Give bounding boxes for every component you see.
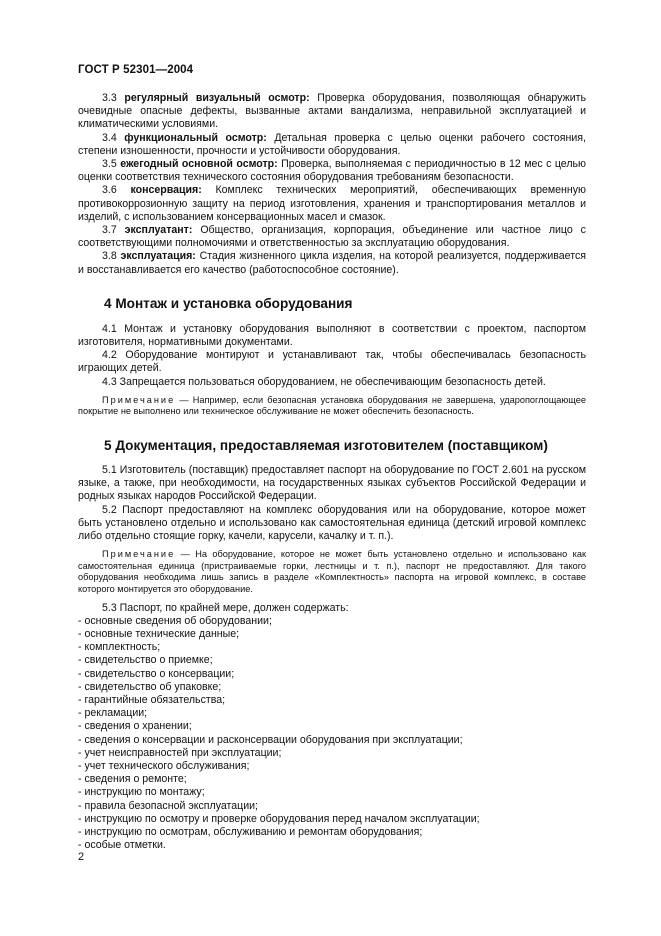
- note-section-4: [78, 395, 586, 418]
- term-number: 3.6: [102, 184, 117, 197]
- list-item: - комплектность;: [78, 641, 161, 654]
- term-definition: Комплекс технических мероприятий, обеспечивающих временную противокоррозионную защиту на период изготовления, хранения и транспортирования металлов и изделий, с использованием консервационных масел и смазок.: [78, 184, 586, 223]
- term-3-4: [78, 132, 586, 158]
- term-3-8: [78, 250, 586, 276]
- list-item: - свидетельство о консервации;: [78, 667, 235, 680]
- term-number: 3.5: [102, 158, 117, 171]
- paragraph-5-3: 5.3 Паспорт, по крайней мере, должен содержать:: [102, 601, 349, 614]
- list-item: - сведения о ремонте;: [78, 773, 187, 786]
- list-item: - сведения о хранении;: [78, 720, 192, 733]
- paragraph-4-2: 4.2 Оборудование монтируют и устанавливают так, чтобы обеспечивалась безопасность играющих детей.: [78, 349, 586, 375]
- list-item: - учет неисправностей при эксплуатации;: [78, 746, 282, 759]
- page-header: ГОСТ Р 52301—2004: [78, 64, 194, 76]
- term-number: 3.4: [102, 131, 117, 144]
- term-3-3: [78, 92, 586, 132]
- term-definition: Общество, организация, корпорация, объединение или частное лицо с соответствующими полномочиями и ответственностью за эксплуатацию оборудования.: [78, 224, 586, 250]
- term-title: функциональный осмотр:: [124, 131, 267, 144]
- term-number: 3.7: [102, 224, 117, 237]
- list-item: - сведения о консервации и расконсервации оборудования при эксплуатации;: [78, 733, 463, 746]
- term-definition: Проверка оборудования, позволяющая обнаружить очевидные опасные дефекты, вызванные актами вандализма, неправильной эксплуатацией и климатическими условиями.: [78, 92, 586, 131]
- list-item: - свидетельство о приемке;: [78, 654, 213, 667]
- note-section-5: [78, 549, 586, 595]
- term-3-7: [78, 224, 586, 250]
- term-title: эксплуатация:: [120, 250, 196, 263]
- term-title: эксплуатант:: [124, 224, 193, 237]
- term-definition: Проверка, выполняемая с периодичностью в 12 мес с целью оценки соответствия технического состояния оборудования требованиям безопасности.: [78, 158, 586, 184]
- list-item: - инструкцию по осмотрам, обслуживанию и ремонтам оборудования;: [78, 826, 423, 839]
- paragraph-5-1: 5.1 Изготовитель (поставщик) предоставляет паспорт на оборудование по ГОСТ 2.601 на русском языке, а также, при необходимости, на государственных языках субъектов Российской Федерации и родных языках народов Российской Федерации.: [78, 464, 586, 503]
- term-title: регулярный визуальный осмотр:: [124, 92, 310, 104]
- list-item: - инструкцию по монтажу;: [78, 786, 205, 799]
- list-item: - основные сведения об оборудовании;: [78, 614, 272, 627]
- list-item: - гарантийные обязательства;: [78, 694, 226, 707]
- term-title: консервация:: [130, 184, 202, 197]
- list-item: - основные технические данные;: [78, 628, 240, 641]
- term-number: 3.3: [102, 92, 117, 104]
- paragraph-4-1: 4.1 Монтаж и установку оборудования выполняют в соответствии с проектом, паспортом изготовителя, нормативными документами.: [78, 322, 586, 349]
- list-item: - особые отметки.: [78, 839, 166, 852]
- note-label: Примечание: [102, 394, 176, 405]
- paragraph-5-2: 5.2 Паспорт предоставляют на комплекс оборудования или на оборудование, которое может быть установлено отдельно и использовано как самостоятельная единица (детский игровой комплекс либо отдельно стоящие горку, качели, карусели, качалку и т. п.).: [78, 503, 586, 543]
- passport-contents-list: [78, 615, 586, 853]
- page-content: [78, 92, 586, 853]
- list-item: - учет технического обслуживания;: [78, 760, 250, 773]
- paragraph-4-3: 4.3 Запрещается пользоваться оборудованием, не обеспечивающим безопасность детей.: [102, 375, 546, 388]
- term-definition: Стадия жизненного цикла изделия, на которой реализуется, поддерживается и восстанавливается его качество (работоспособное состояние).: [78, 250, 586, 276]
- note-text: — Например, если безопасная установка оборудования не завершена, ударопоглощающее покрытие не выполнено или техническое обслуживание не может обеспечить безопасность.: [78, 394, 586, 417]
- list-item: - рекламации;: [78, 707, 148, 720]
- note-label: Примечание: [102, 549, 176, 560]
- term-number: 3.8: [102, 250, 117, 263]
- note-text: — На оборудование, которое не может быть установлено отдельно и использовано как самостоятельная единица (пристраиваемые горки, лестницы и т. п.), паспорт не предоставляют. Для такого оборудования необходима лишь запись в разделе «Комплектность» паспорта на игровой комплекс, в составе которого монтируется это оборудование.: [78, 549, 586, 595]
- page-number: 2: [78, 851, 85, 863]
- section-5-heading: 5 Документация, предоставляемая изготовителем (поставщиком): [104, 438, 548, 454]
- list-item: - свидетельство об упаковке;: [78, 680, 222, 693]
- section-4-heading: 4 Монтаж и установка оборудования: [104, 295, 353, 311]
- list-item: - инструкцию по осмотру и проверке оборудования перед началом эксплуатации;: [78, 812, 480, 825]
- list-item: - правила безопасной эксплуатации;: [78, 799, 259, 812]
- term-title: ежегодный основной осмотр:: [120, 158, 278, 171]
- term-3-5: [78, 158, 586, 184]
- term-3-6: [78, 184, 586, 224]
- term-definition: Детальная проверка с целью оценки рабочего состояния, степени изношенности, прочности и устойчивости оборудования.: [78, 131, 586, 157]
